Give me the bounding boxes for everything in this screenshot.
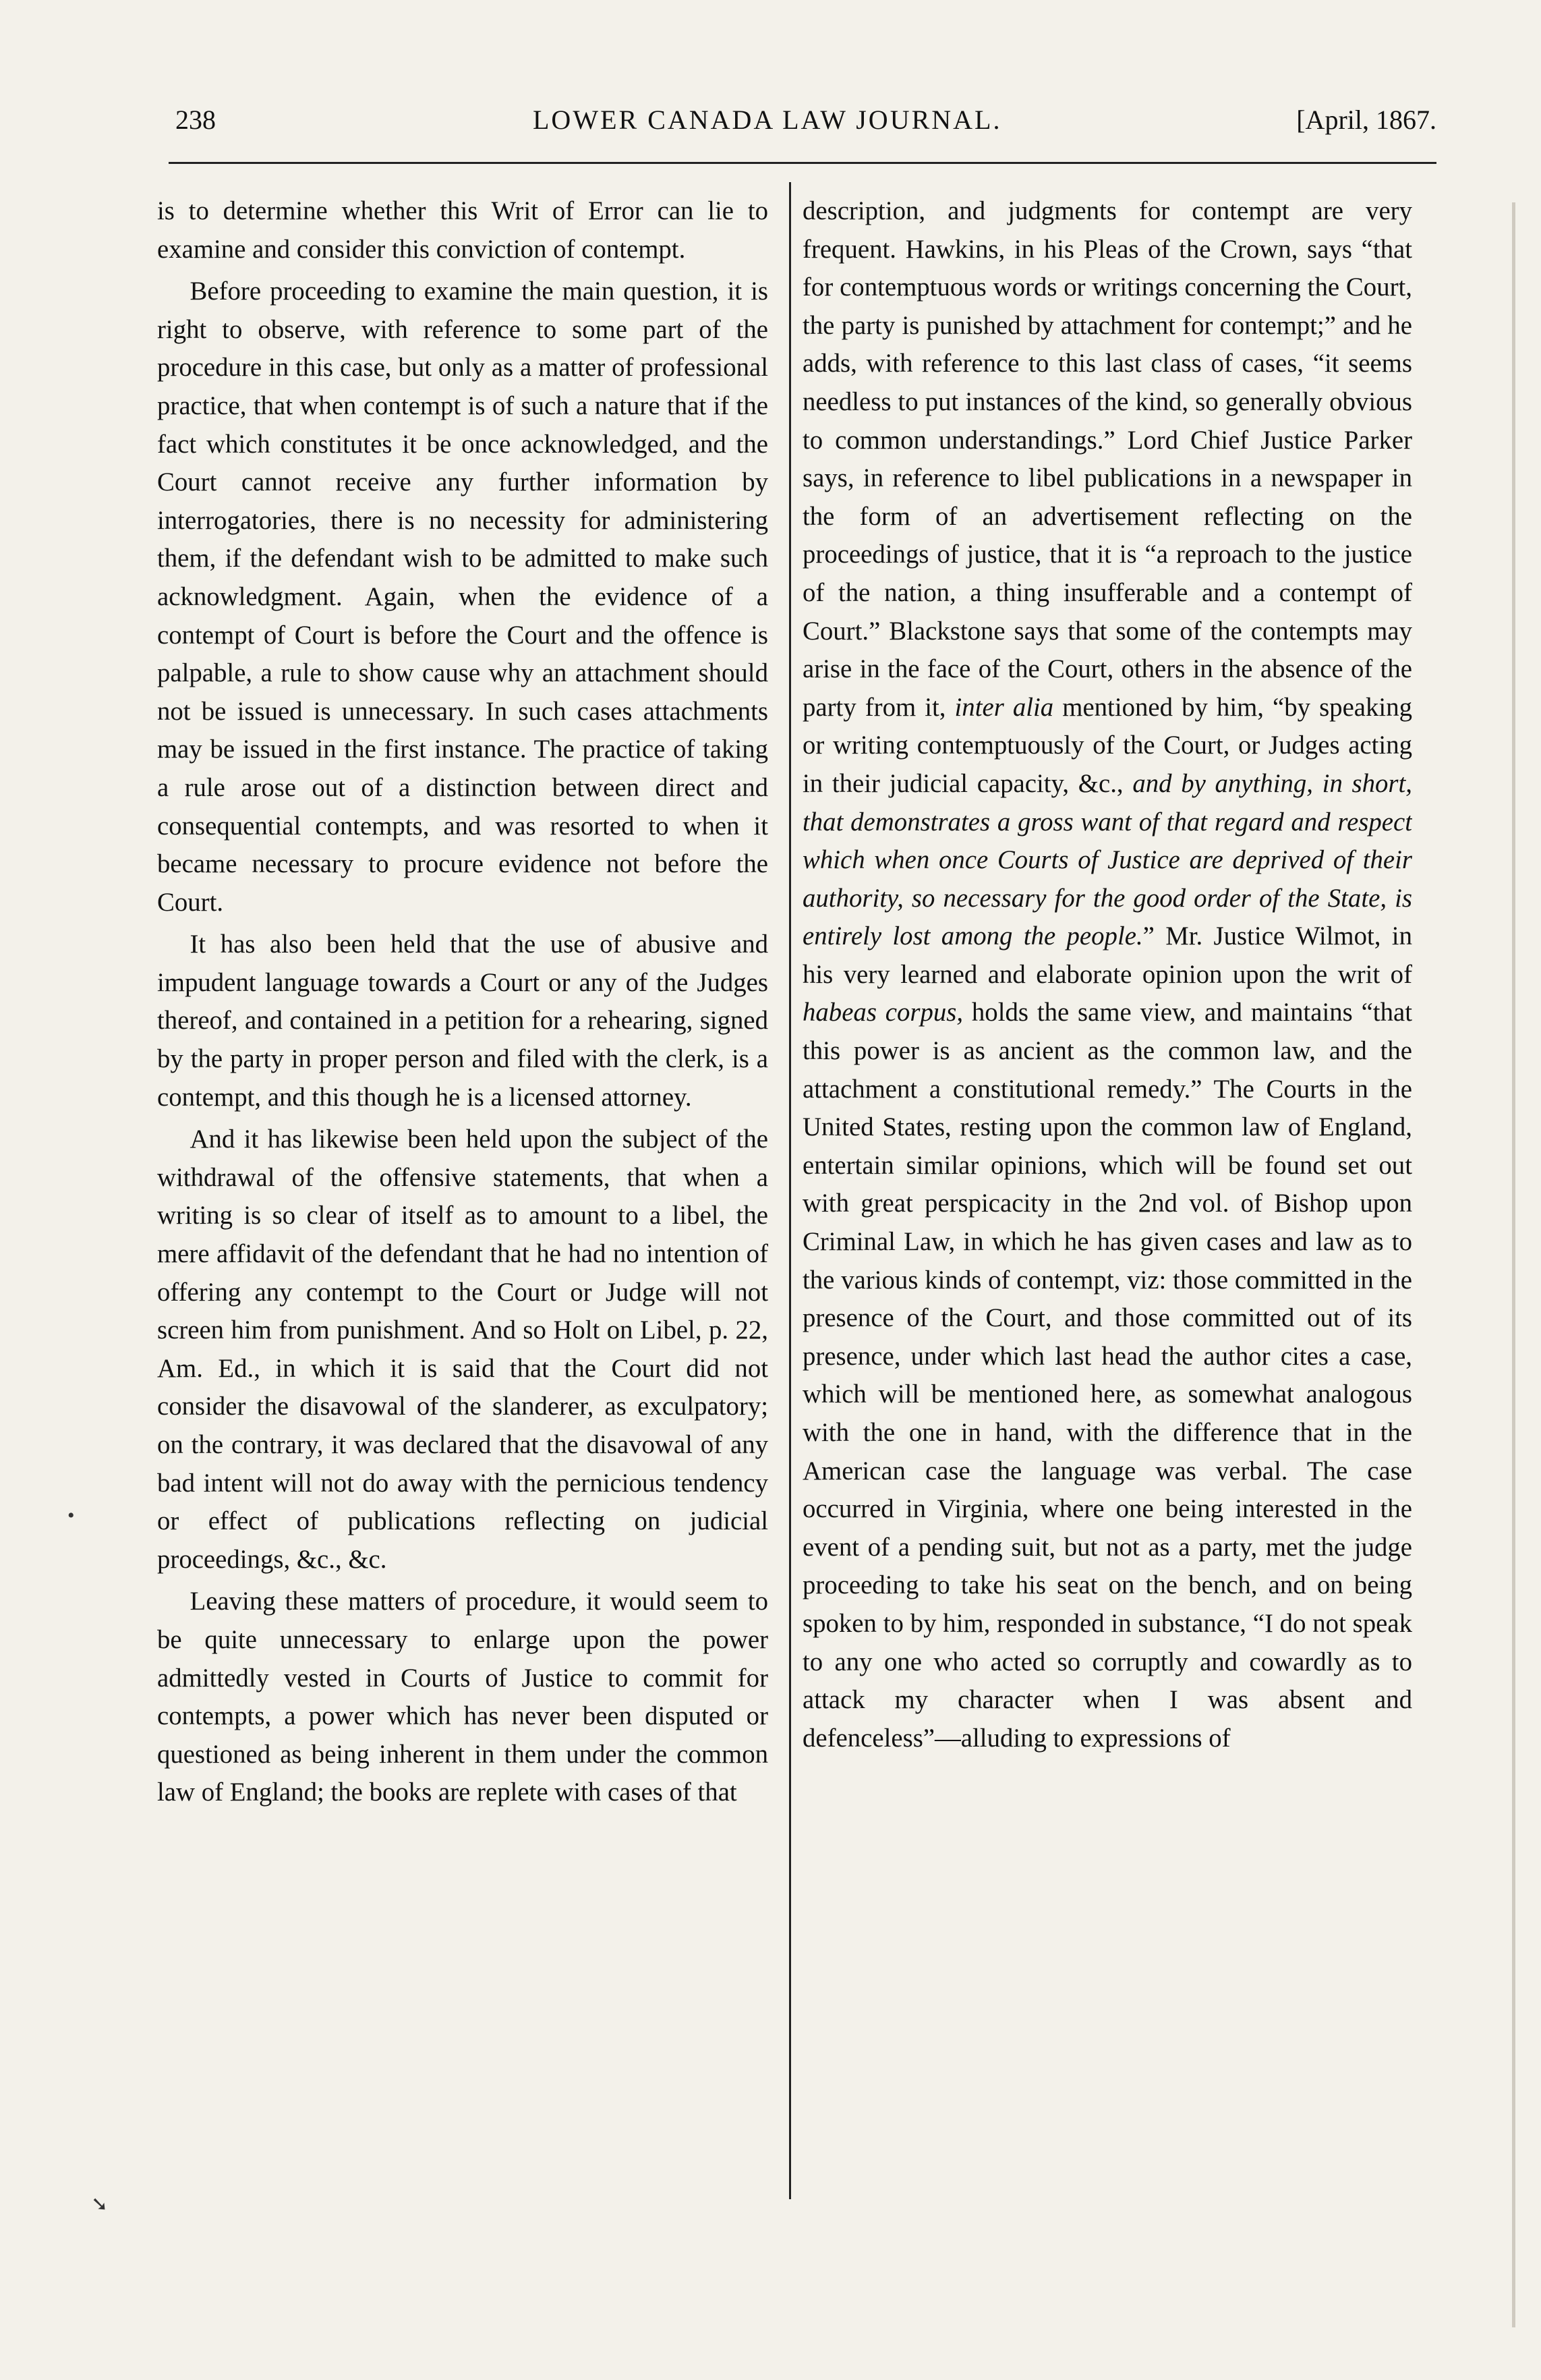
right-column (803, 192, 1412, 2209)
paragraph: And it has likewise been held upon the subject of the withdrawal of the offensive statements, that when a writing is so clear of itself as to amount to a libel, the mere affidavit of the defendant that he had no intention of offering any contempt to the Court or Judge will not screen him from punishment. And so Holt on Libel, p. 22, Am. Ed., in which it is said that the Court did not consider the disavowal of the slanderer, as exculpatory; on the contrary, it was declared that the disavowal of any bad intent will not do away with the pernicious tendency or effect of publications reflecting on judicial proceedings, &c., &c. (157, 1125, 768, 1574)
text-run: description, and judgments for contempt are very frequent. Hawkins, in his Pleas of the Crown, says “that for contemptuous words or writings concerning the Court, the party is punished by attachment for contempt;” and he adds, with reference to this last class of cases, “it seems needless to put instances of the kind, so generally obvious to common understandings.” Lord Chief Justice Parker says, in reference to libel publications in a newspaper in the form of an advertisement reflecting on the proceedings of justice, that it is “a reproach to the justice of the nation, a thing insufferable and a contempt of Court.” Blackstone says that some of the contempts may arise in the face of the Court, others in the absence of the party from it, (803, 196, 1412, 722)
italic-run: habeas corpus, (803, 998, 964, 1027)
running-head (155, 100, 1436, 140)
paragraph: Before proceeding to examine the main question, it is right to observe, with reference to some part of the procedure in this case, but only as a matter of professional practice, that when contempt is of such a nature that if the fact which constitutes it be once acknowledged, and the Court cannot receive any further information by interrogatories, there is no necessity for administering them, if the defendant wish to be admitted to make such acknowledgment. Again, when the evidence of a contempt of Court is before the Court and the offence is palpable, a rule to show cause why an attachment should not be issued is unnecessary. In such cases attachments may be issued in the first instance. The practice of taking a rule arose out of a distinction between direct and consequential contempts, and was resorted to when it became necessary to procure evidence not before the Court. (157, 277, 768, 917)
journal-title: LOWER CANADA LAW JOURNAL. (533, 105, 1002, 135)
text-run: holds the same view, and maintains “that this power is as ancient as the common law, and the attachment a constitutional remedy.” The Courts in the United States, resting upon the common law of England, entertain similar opinions, which will be found set out with great perspicacity in the 2nd vol. of Bishop upon Criminal Law, in which he has given cases and law as to the various kinds of contempt, viz: those committed in the presence of the Court, and those committed out of its presence, under which last head the author cites a case, which will be mentioned here, as somewhat analogous with the one in hand, with the difference that in the American case the language was verbal. The case occurred in Virginia, where one being interested in the event of a pending suit, but not as a party, met the judge proceeding to take his seat on the bench, and on being spoken to by him, responded in substance, “I do not speak to any one who acted so corruptly and cowardly as to attack my character when I was absent and defenceless”—alluding to expressions of (803, 998, 1412, 1753)
paragraph: It has also been held that the use of abusive and impudent language towards a Court or any of the Judges thereof, and contained in a petition for a rehearing, signed by the party in proper person and filed with the clerk, is a contempt, and this though he is a licensed attorney. (157, 930, 768, 1112)
page-edge-shadow (1512, 202, 1515, 2327)
page-number: 238 (175, 105, 216, 135)
text-run: mentioned by him, “by speaking or writing contemptuously of the Court, or Judges acting in their judicial capacity, &c., (803, 692, 1412, 798)
left-column (157, 192, 768, 2209)
column-rule (789, 182, 791, 2199)
margin-speck: ➘ (91, 2193, 109, 2215)
header-rule (169, 162, 1436, 164)
paragraph: is to determine whether this Writ of Error can lie to examine and consider this conviction of contempt. (157, 196, 768, 264)
italic-run: and by anything, in short, that demonstrates a gross want of that regard and respect which when once Courts of Justice are deprived of their authority, so necessary for the good order of the State, is entirely lost among the people. (803, 768, 1412, 951)
paragraph (803, 192, 1412, 1757)
issue-date: [April, 1867. (1296, 105, 1436, 135)
text-run: ” Mr. Justice Wilmot, in his very learned and elaborate opinion upon the writ of (803, 922, 1412, 989)
italic-run: inter alia (954, 692, 1054, 722)
paragraph: Leaving these matters of procedure, it would seem to be quite unnecessary to enlarge upon the power admittedly vested in Courts of Justice to commit for contempts, a power which has never been disputed or questioned as being inherent in them under the common law of England; the books are replete with cases of that (157, 1587, 768, 1807)
margin-speck: • (67, 1504, 75, 1527)
